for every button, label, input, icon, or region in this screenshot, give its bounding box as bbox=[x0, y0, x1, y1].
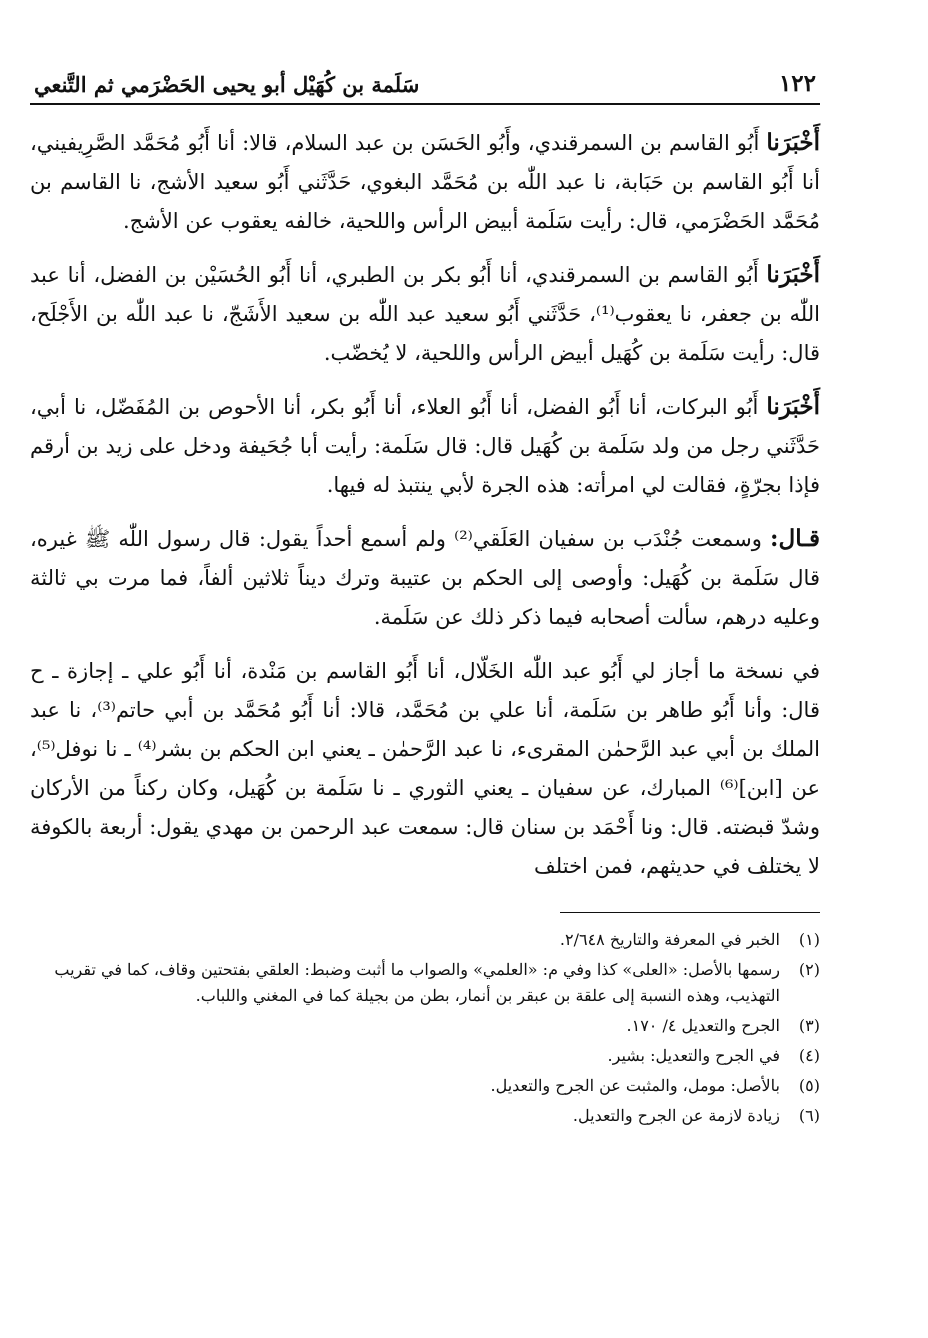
footnote-number: (٤) bbox=[798, 1046, 820, 1065]
footnote-item bbox=[30, 1013, 820, 1039]
running-title: سَلَمة بن كُهَيْل أبو يحيى الحَضْرَمي ثم التَّنعي bbox=[34, 72, 420, 97]
paragraph-lead: أَخْبَرَنا bbox=[766, 261, 820, 288]
footnote-text: زيادة لازمة عن الجرح والتعديل. bbox=[572, 1106, 780, 1125]
footnote-number: (٢) bbox=[798, 960, 820, 979]
paragraph-lead: أَخْبَرَنا bbox=[766, 393, 820, 420]
footnote-item bbox=[30, 1103, 820, 1129]
footnote-item bbox=[30, 927, 820, 953]
paragraph-lead: أَخْبَرَنا bbox=[766, 129, 820, 156]
footnote-text: الخبر في المعرفة والتاريخ ٢/٦٤٨. bbox=[559, 930, 780, 949]
footnote-divider bbox=[560, 912, 820, 913]
paragraph-text: أَبُو القاسم بن السمرقندي، وأَبُو الحَسَن بن عبد السلام، قالا: أنا أَبُو مُحَمَّد الصَّرِيفيني، أنا أَبُو القاسم بن حَبَابة، نا عبد اللّٰه بن مُحَمَّد البغوي، حَدَّثَني أَبُو سعيد الأشج، نا القاسم بن مُحَمَّد الحَضْرَمي، قال: رأيت سَلَمة أبيض الرأس واللحية، خالفه يعقوب عن الأشج. bbox=[30, 131, 820, 233]
paragraph-text: أَبُو البركات، أنا أَبُو الفضل، أنا أَبُو العلاء، أنا أَبُو بكر، أنا الأحوص بن المُفَضّل، نا أبي، حَدَّثَني رجل من ولد سَلَمة بن كُهَيل قال: قال سَلَمة: رأيت أبا جُحَيفة ودخل على زيد بن أرقم فإذا بجرّةٍ، فقالت لي امرأته: هذه الجرة لأبي ينتبذ له فيها. bbox=[30, 395, 820, 497]
footnote-item bbox=[30, 957, 820, 1009]
main-text bbox=[30, 123, 820, 886]
footnote-text: الجرح والتعديل ٤/ ١٧٠. bbox=[626, 1016, 780, 1035]
footnote-text: في الجرح والتعديل: بشير. bbox=[607, 1046, 780, 1065]
footnotes bbox=[30, 927, 820, 1129]
paragraph-2 bbox=[30, 255, 820, 373]
paragraph-text: في نسخة ما أجاز لي أَبُو عبد اللّٰه الخَلّال، أنا أَبُو القاسم بن مَنْدة، أنا أَبُو علي ـ إجازة ـ ح قال: وأنا أَبُو طاهر بن سَلَمة، أنا علي بن مُحَمَّد، قالا: أنا أَبُو مُحَمَّد بن أبي حاتم⁽³⁾، نا عبد الملك بن أبي عبد الرَّحمٰن المقرىء، نا عبد الرَّحمٰن ـ يعني ابن الحكم بن بشر⁽⁴⁾ ـ نا نوفل⁽⁵⁾، عن [ابن]⁽⁶⁾ المبارك، عن سفيان ـ يعني الثوري ـ نا سَلَمة بن كُهَيل، وكان ركناً من الأركان وشدّ قبضته. قال: ونا أَحْمَد بن سنان قال: سمعت عبد الرحمن بن مهدي يقول: أربعة بالكوفة لا يختلف في حديثهم، فمن اختلف bbox=[30, 659, 821, 878]
paragraph-text: وسمعت جُنْدَب بن سفيان العَلَقي⁽²⁾ ولم أسمع أحداً يقول: قال رسول اللّٰه ﷺ غيره، قال سَلَمة بن كُهَيل: وأوصى إلى الحكم بن عتيبة وترك ديناً ثلاثين ألفاً، فما مرت بي ثالثة وعليه درهم، سألت أصحابه فيما ذكر ذلك عن سَلَمة. bbox=[30, 527, 820, 629]
footnote-number: (٣) bbox=[798, 1016, 820, 1035]
footnote-text: بالأصل: مومل، والمثبت عن الجرح والتعديل. bbox=[490, 1076, 780, 1095]
footnote-number: (١) bbox=[798, 930, 820, 949]
page-header bbox=[30, 60, 820, 105]
footnote-number: (٦) bbox=[798, 1106, 820, 1125]
footnote-text: رسمها بالأصل: «العلى» كذا وفي م: «العلمي» والصواب ما أثبت وضبط: العلقي بفتحتين وقاف، كما في تقريب التهذيب، وهذه النسبة إلى علقة بن عبقر بن أنمار، بطن من بجيلة كما في المغني واللباب. bbox=[54, 960, 780, 1005]
paragraph-3 bbox=[30, 387, 820, 505]
paragraph-1 bbox=[30, 123, 820, 241]
book-page bbox=[30, 60, 820, 1133]
footnote-item bbox=[30, 1073, 820, 1099]
paragraph-4 bbox=[30, 519, 820, 637]
paragraph-text: أَبُو القاسم بن السمرقندي، أنا أَبُو بكر بن الطبري، أنا أَبُو الحُسَيْن بن الفضل، أنا عبد اللّٰه بن جعفر، نا يعقوب⁽¹⁾، حَدَّثَني أَبُو سعيد عبد اللّٰه بن سعيد الأَشَجّ، نا عبد اللّٰه بن الأَجْلَح، قال: رأيت سَلَمة بن كُهَيل أبيض الرأس واللحية، لا يُخضّب. bbox=[30, 263, 820, 365]
footnote-number: (٥) bbox=[798, 1076, 820, 1095]
paragraph-lead: قـال: bbox=[770, 525, 820, 552]
paragraph-5 bbox=[30, 651, 820, 886]
page-number: ١٢٢ bbox=[778, 70, 816, 97]
footnote-item bbox=[30, 1043, 820, 1069]
